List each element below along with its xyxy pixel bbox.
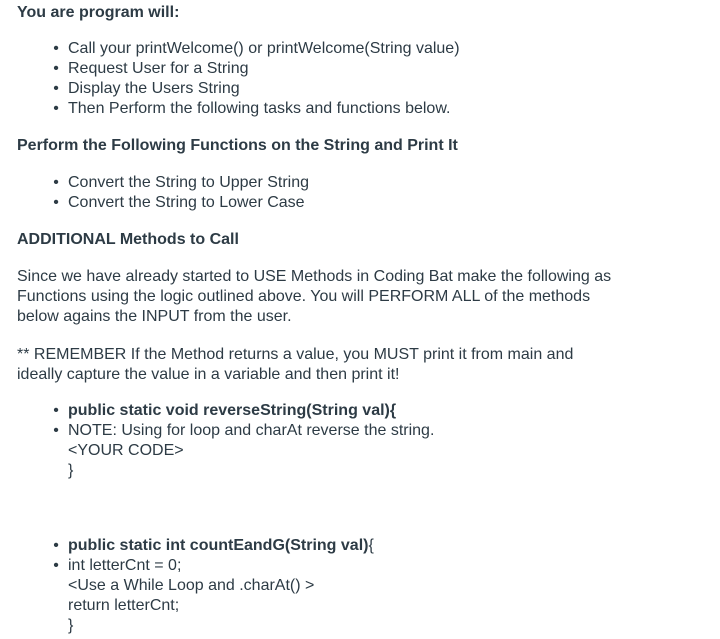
bullet-icon: • [53,40,59,57]
bullet-icon: • [53,537,59,554]
functions-heading: Perform the Following Functions on the String and Print It [17,137,458,154]
list-item: • Convert the String to Lower Case [0,193,309,213]
additional-heading: ADDITIONAL Methods to Call [17,231,239,248]
intro-heading: You are program will: [17,4,180,21]
bullet-icon: • [53,60,59,77]
code-line: } [68,462,74,479]
bullet-icon: • [53,402,59,419]
count-signature-brace: { [368,537,374,554]
bullet-icon: • [53,422,59,439]
instructions-paragraph: Since we have already started to USE Methods in Coding Bat make the following as Functions using the logic outlined above. You will PERFORM ALL of the methods below agains the INPUT from the user. [17,268,612,325]
bullet-icon: • [53,80,59,97]
list-item [0,421,434,441]
code-line: } [68,617,74,634]
count-signature: public static int countEandG(String val) [68,537,369,554]
list-item [0,401,434,421]
list-item [0,556,374,576]
list-item: • Convert the String to Upper String [0,173,309,193]
list-item: • Call your printWelcome() or printWelcome(String value) [0,39,460,59]
reverse-signature: public static void reverseString(String val){ [68,402,397,419]
intro-list [0,39,460,119]
bullet-icon: • [53,194,59,211]
reminder-paragraph: ** REMEMBER If the Method returns a value, you MUST print it from main and ideally capture the value in a variable and then print it! [17,346,574,383]
bullet-icon: • [53,100,59,117]
functions-list [0,173,309,213]
bullet-icon: • [53,557,59,574]
list-item: • Display the Users String [0,79,460,99]
code-line: <Use a While Loop and .charAt() > [68,577,315,594]
reverse-method-list [0,401,434,441]
count-first-line: int letterCnt = 0; [68,557,182,574]
list-item: • Request User for a String [0,59,460,79]
code-line: <YOUR CODE> [68,442,184,459]
list-item: • Then Perform the following tasks and functions below. [0,99,460,119]
bullet-icon: • [53,174,59,191]
reverse-note: NOTE: Using for loop and charAt reverse the string. [68,422,435,439]
list-item [0,536,374,556]
count-method-list [0,536,374,576]
code-line: return letterCnt; [68,597,180,614]
